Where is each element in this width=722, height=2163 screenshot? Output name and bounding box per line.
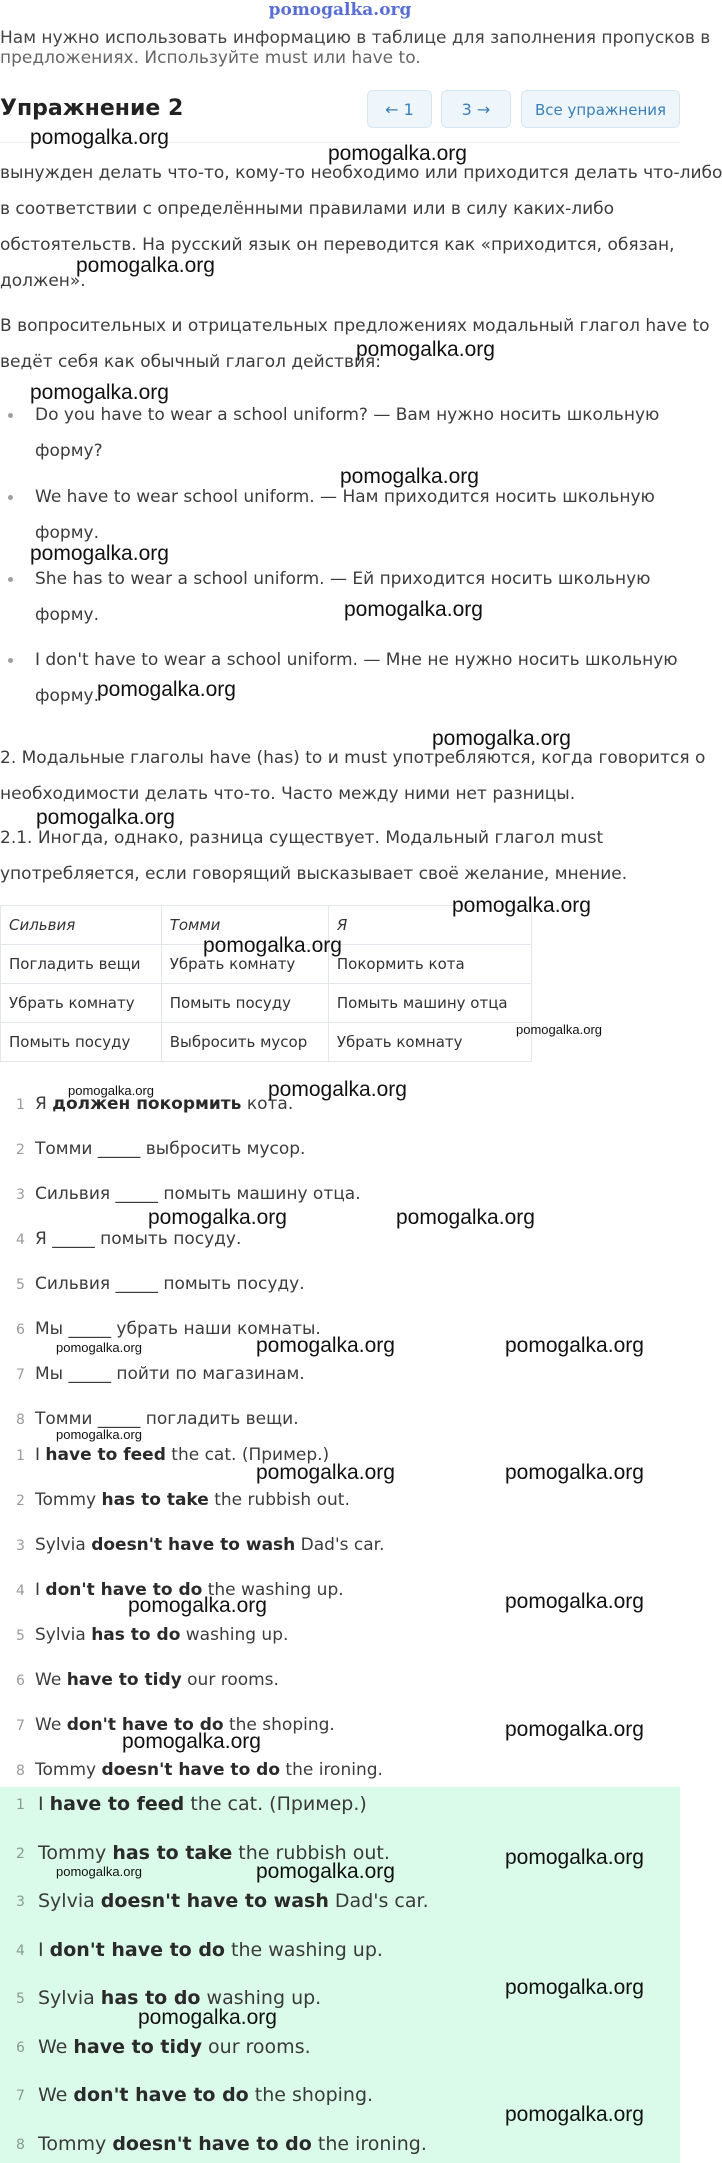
table-header-cell: Я — [328, 906, 531, 945]
list-item: We have to tidy our rooms. — [38, 2036, 311, 2058]
theory-line: в соответствии с определёнными правилами или в силу каких-либо — [0, 199, 615, 219]
list-item: Sylvia has to do washing up. — [38, 1987, 322, 2009]
theory-line: употребляется, если говорящий высказывает своё желание, мнение. — [0, 864, 628, 884]
item-number: 6 — [16, 1673, 25, 1689]
exercise-title: Упражнение 2 — [0, 96, 184, 121]
example-line: I don't have to wear a school uniform. — Мне не нужно носить школьную — [35, 650, 678, 670]
watermark: pomogalka.org — [56, 1427, 142, 1442]
item-number: 4 — [16, 1232, 25, 1248]
item-number: 3 — [16, 1894, 25, 1910]
watermark: pomogalka.org — [505, 2103, 644, 2126]
theory-line: 2. Модальные глаголы have (has) to и must употребляются, когда говорится о — [0, 748, 706, 768]
site-logo[interactable]: pomogalka.org — [268, 0, 412, 20]
watermark: pomogalka.org — [138, 2006, 277, 2029]
example-line: форму. — [35, 686, 100, 706]
prev-exercise-button[interactable]: ← 1 — [367, 90, 432, 128]
table-header-cell: Томми — [161, 906, 328, 945]
list-item: Tommy has to take the rubbish out. — [38, 1842, 390, 1864]
theory-line: необходимости делать что-то. Часто между ними нет разницы. — [0, 784, 576, 804]
list-item: We don't have to do the shoping. — [35, 1715, 335, 1735]
example-line: She has to wear a school uniform. — Ей приходится носить школьную — [35, 569, 651, 589]
example-line: форму. — [35, 523, 100, 543]
list-bullet — [8, 577, 13, 582]
watermark: pomogalka.org — [68, 1083, 154, 1098]
list-item: Tommy doesn't have to do the ironing. — [35, 1760, 383, 1780]
table-cell: Убрать комнату — [161, 945, 328, 984]
list-item: Tommy has to take the rubbish out. — [35, 1490, 350, 1510]
watermark: pomogalka.org — [268, 1078, 407, 1101]
example-line: форму. — [35, 605, 100, 625]
item-number: 6 — [16, 2040, 25, 2056]
watermark: pomogalka.org — [148, 1206, 287, 1229]
watermark: pomogalka.org — [505, 1718, 644, 1741]
theory-line: 2.1. Иногда, однако, разница существует. Модальный глагол must — [0, 828, 604, 848]
watermark: pomogalka.org — [505, 1590, 644, 1613]
list-item: Сильвия _____ помыть машину отца. — [35, 1184, 361, 1204]
list-bullet — [8, 658, 13, 663]
list-bullet — [8, 495, 13, 500]
watermark: pomogalka.org — [128, 1594, 267, 1617]
item-number: 4 — [16, 1583, 25, 1599]
list-item: I have to feed the cat. (Пример.) — [38, 1793, 367, 1815]
list-item: Tommy doesn't have to do the ironing. — [38, 2133, 427, 2155]
item-number: 8 — [16, 1763, 25, 1779]
watermark: pomogalka.org — [256, 1334, 395, 1357]
table-cell: Убрать комнату — [328, 1023, 531, 1062]
theory-line: вынужден делать что-то, кому-то необходимо или приходится делать что-либо — [0, 163, 722, 183]
watermark: pomogalka.org — [340, 465, 479, 488]
example-line: форму? — [35, 441, 103, 461]
item-number: 7 — [16, 2088, 25, 2104]
table-header-cell: Сильвия — [1, 906, 162, 945]
list-item: We don't have to do the shoping. — [38, 2084, 374, 2106]
list-bullet — [8, 413, 13, 418]
item-number: 7 — [16, 1718, 25, 1734]
chores-table — [0, 905, 532, 1062]
watermark: pomogalka.org — [505, 1461, 644, 1484]
watermark: pomogalka.org — [56, 1864, 142, 1879]
table-cell: Помыть посуду — [1, 1023, 162, 1062]
table-cell: Покормить кота — [328, 945, 531, 984]
table-cell: Убрать комнату — [1, 984, 162, 1023]
watermark: pomogalka.org — [505, 1846, 644, 1869]
watermark: pomogalka.org — [516, 1022, 602, 1037]
item-number: 8 — [16, 2137, 25, 2153]
watermark: pomogalka.org — [452, 894, 591, 917]
watermark: pomogalka.org — [328, 142, 467, 165]
watermark: pomogalka.org — [30, 542, 169, 565]
intro-cut-text: предложениях. Используйте must или have to. — [0, 48, 421, 68]
list-item: Томми _____ погладить вещи. — [35, 1409, 299, 1429]
watermark: pomogalka.org — [36, 806, 175, 829]
watermark: pomogalka.org — [203, 934, 342, 957]
item-number: 1 — [16, 1797, 25, 1813]
all-exercises-button[interactable]: Все упражнения — [521, 90, 680, 128]
watermark: pomogalka.org — [505, 1334, 644, 1357]
watermark: pomogalka.org — [97, 678, 236, 701]
table-row — [1, 984, 532, 1023]
table-cell: Помыть посуду — [161, 984, 328, 1023]
list-item: Sylvia doesn't have to wash Dad's car. — [35, 1535, 385, 1555]
watermark: pomogalka.org — [122, 1730, 261, 1753]
watermark: pomogalka.org — [76, 254, 215, 277]
list-item: Я должен покормить кота. — [35, 1094, 294, 1114]
watermark: pomogalka.org — [256, 1860, 395, 1883]
item-number: 7 — [16, 1367, 25, 1383]
item-number: 3 — [16, 1538, 25, 1554]
theory-line: обстоятельств. На русский язык он переводится как «приходится, обязан, — [0, 235, 675, 255]
table-cell: Погладить вещи — [1, 945, 162, 984]
watermark: pomogalka.org — [432, 727, 571, 750]
item-number: 2 — [16, 1493, 25, 1509]
watermark: pomogalka.org — [396, 1206, 535, 1229]
theory-line: ведёт себя как обычный глагол действия: — [0, 352, 381, 372]
list-item: Томми _____ выбросить мусор. — [35, 1139, 306, 1159]
next-exercise-button[interactable]: 3 → — [441, 90, 511, 128]
list-item: Сильвия _____ помыть посуду. — [35, 1274, 305, 1294]
item-number: 5 — [16, 1628, 25, 1644]
item-number: 6 — [16, 1322, 25, 1338]
list-item: Мы _____ убрать наши комнаты. — [35, 1319, 321, 1339]
item-number: 2 — [16, 1142, 25, 1158]
item-number: 5 — [16, 1277, 25, 1293]
watermark: pomogalka.org — [356, 338, 495, 361]
item-number: 8 — [16, 1412, 25, 1428]
watermark: pomogalka.org — [344, 598, 483, 621]
theory-line: должен». — [0, 271, 86, 291]
item-number: 1 — [16, 1097, 25, 1113]
table-row — [1, 1023, 532, 1062]
list-item: I don't have to do the washing up. — [35, 1580, 344, 1600]
list-item: I don't have to do the washing up. — [38, 1939, 383, 1961]
example-line: We have to wear school uniform. — Нам приходится носить школьную — [35, 487, 655, 507]
list-item: Sylvia has to do washing up. — [35, 1625, 289, 1645]
list-item: Sylvia doesn't have to wash Dad's car. — [38, 1890, 429, 1912]
item-number: 2 — [16, 1846, 25, 1862]
watermark: pomogalka.org — [256, 1461, 395, 1484]
item-number: 4 — [16, 1943, 25, 1959]
watermark: pomogalka.org — [505, 1976, 644, 1999]
list-item: I have to feed the cat. (Пример.) — [35, 1445, 330, 1465]
intro-text: Нам нужно использовать информацию в таблице для заполнения пропусков в — [0, 28, 711, 48]
item-number: 1 — [16, 1448, 25, 1464]
table-cell: Помыть машину отца — [328, 984, 531, 1023]
watermark: pomogalka.org — [56, 1340, 142, 1355]
list-item: Мы _____ пойти по магазинам. — [35, 1364, 305, 1384]
table-cell: Выбросить мусор — [161, 1023, 328, 1062]
list-item: Я _____ помыть посуду. — [35, 1229, 242, 1249]
list-item: We have to tidy our rooms. — [35, 1670, 279, 1690]
example-line: Do you have to wear a school uniform? — Вам нужно носить школьную — [35, 405, 660, 425]
theory-line: В вопросительных и отрицательных предложениях модальный глагол have to — [0, 316, 710, 336]
watermark: pomogalka.org — [30, 126, 169, 149]
item-number: 5 — [16, 1991, 25, 2007]
watermark: pomogalka.org — [30, 381, 169, 404]
item-number: 3 — [16, 1187, 25, 1203]
